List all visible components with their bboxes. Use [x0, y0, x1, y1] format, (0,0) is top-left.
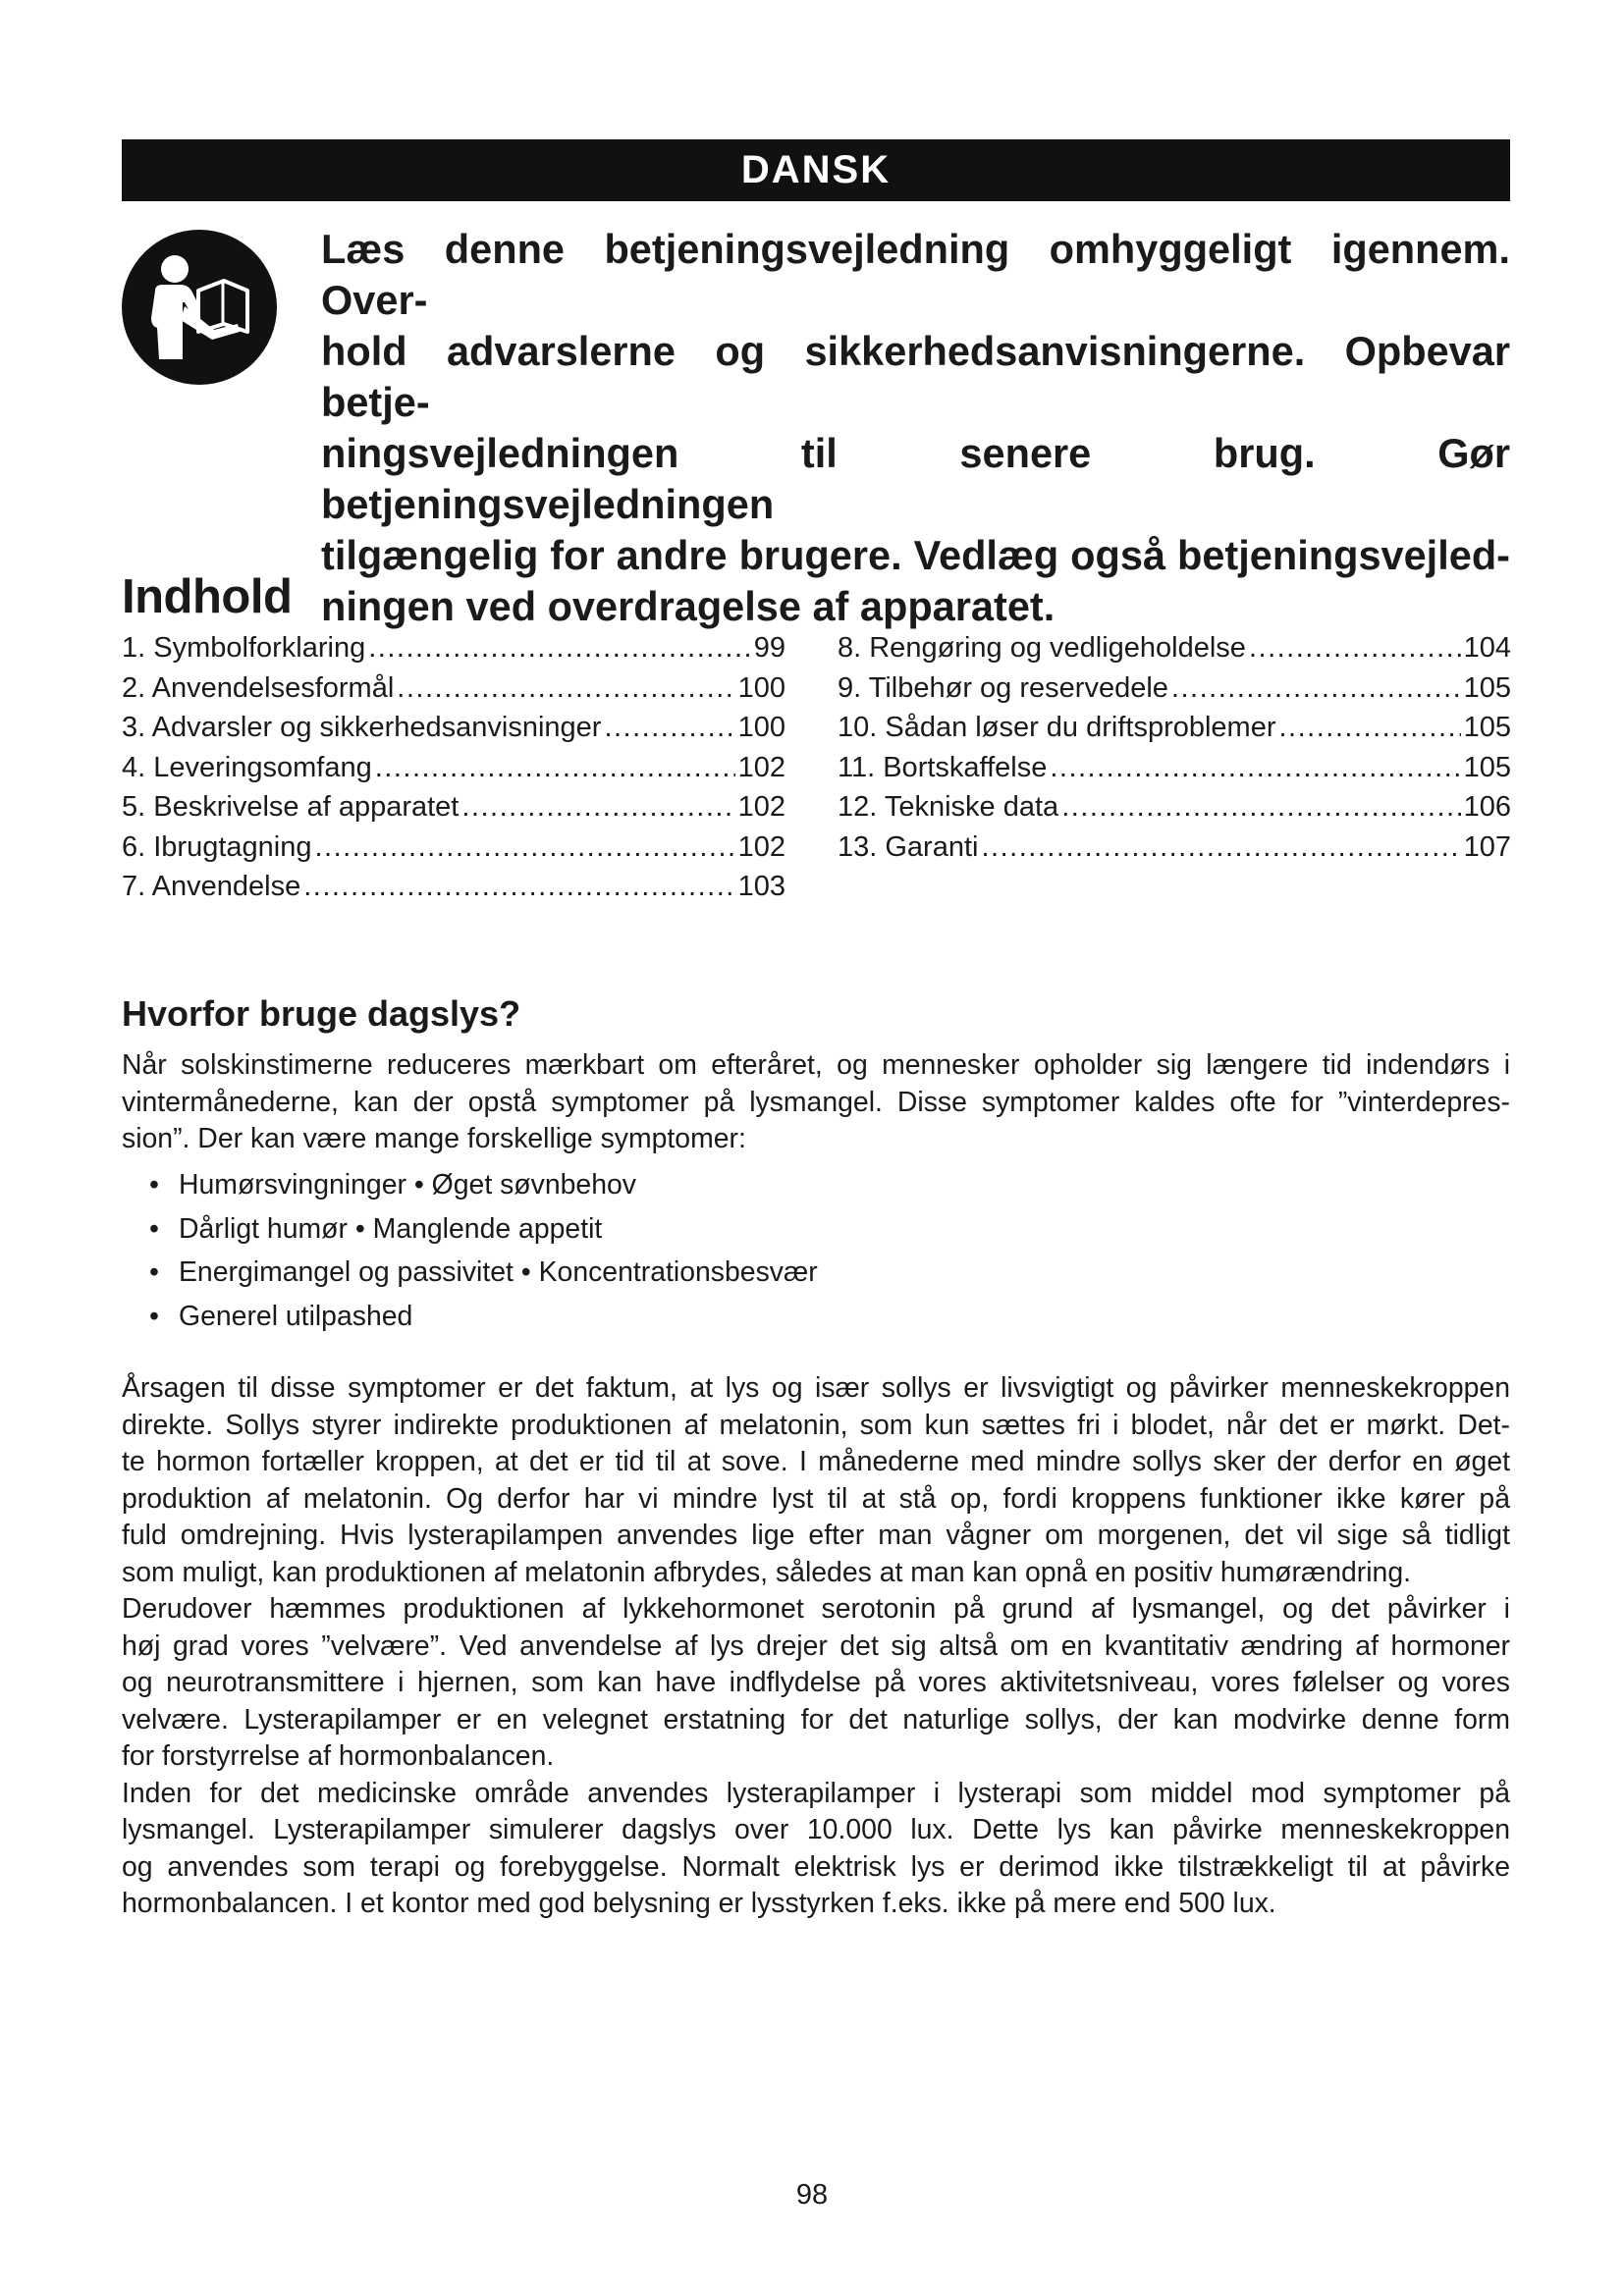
- toc-entry-label: 4. Leveringsomfang: [122, 751, 372, 783]
- intro-line: ningen ved overdragelse af apparatet.: [321, 583, 1056, 629]
- toc-entry[interactable]: [122, 867, 785, 907]
- toc-entry-label: 12. Tekniske data: [838, 791, 1059, 823]
- toc-entry-page: 105: [1463, 712, 1511, 743]
- toc-entry[interactable]: [122, 708, 785, 748]
- section-paragraph-1: [122, 1047, 1510, 1158]
- toc-entry[interactable]: [838, 628, 1511, 668]
- toc-entry-page: 99: [753, 632, 785, 664]
- intro-line: tilgængelig for andre brugere. Vedlæg også betjeningsvejled-: [321, 532, 1510, 578]
- paragraph-line: velvære. Lysterapilamper er en velegnet erstatning for det naturlige sollys, der kan modvirke denne form: [122, 1703, 1510, 1735]
- list-item: • Generel utilpashed: [122, 1295, 818, 1339]
- toc-entry-label: 5. Beskrivelse af apparatet: [122, 791, 460, 823]
- section-title: Hvorfor bruge dagslys?: [122, 993, 521, 1034]
- paragraph-line: sion”. Der kan være mange forskellige symptomer:: [122, 1123, 746, 1154]
- toc-right-column: [838, 628, 1511, 867]
- list-item: • Energimangel og passivitet • Koncentrationsbesvær: [122, 1251, 818, 1295]
- toc-entry-page: 102: [737, 830, 785, 863]
- paragraph-line: fuld omdrejning. Hvis lysterapilampen anvendes lige efter man vågner om morgenen, det vil sige så tidligt: [122, 1520, 1510, 1551]
- list-item: • Dårligt humør • Manglende appetit: [122, 1207, 818, 1252]
- toc-leader: [303, 867, 734, 907]
- safety-intro: [321, 224, 1510, 632]
- toc-leader: [1171, 668, 1461, 709]
- toc-entry-label: 9. Tilbehør og reservedele: [838, 671, 1168, 704]
- paragraph-line: høj grad vores ”velvære”. Ved anvendelse af lys drejer det sig altså om en kvantitativ ændring af hormoner: [122, 1629, 1510, 1662]
- toc-entry-label: 1. Symbolforklaring: [122, 632, 366, 664]
- language-label: DANSK: [740, 148, 892, 191]
- toc-leader: [397, 668, 734, 709]
- paragraph-line: te hormon fortæller kroppen, at det er tid til at sove. I månederne med mindre sollys sker der derfor en øget: [122, 1446, 1510, 1477]
- paragraph-line: Når solskinstimerne reduceres mærkbart om efteråret, og mennesker opholder sig længere tid indendørs i: [122, 1049, 1510, 1081]
- toc-entry[interactable]: [122, 828, 785, 868]
- toc-entry-page: 100: [737, 712, 785, 743]
- toc-entry[interactable]: [122, 628, 785, 668]
- toc-entry-page: 104: [1463, 632, 1511, 664]
- toc-entry-label: 6. Ibrugtagning: [122, 830, 312, 863]
- paragraph-line: Derudover hæmmes produktionen af lykkehormonet serotonin på grund af lysmangel, og det påvirker i: [122, 1593, 1510, 1625]
- toc-entry[interactable]: [838, 668, 1511, 709]
- toc-title: Indhold: [122, 570, 293, 623]
- toc-entry[interactable]: [122, 748, 785, 788]
- toc-entry-label: 13. Garanti: [838, 830, 979, 863]
- toc-entry[interactable]: [838, 828, 1511, 868]
- toc-entry[interactable]: [122, 787, 785, 828]
- toc-entry-page: 105: [1463, 751, 1511, 783]
- toc-entry-label: 10. Sådan løser du driftsproblemer: [838, 712, 1276, 743]
- toc-entry-page: 105: [1463, 671, 1511, 704]
- toc-leader: [981, 828, 1460, 868]
- section-paragraph-2: [122, 1370, 1510, 1923]
- paragraph-line: direkte. Sollys styrer indirekte produktionen af melatonin, som kun sættes fri i blodet, når det er mørkt. Det-: [122, 1409, 1510, 1441]
- toc-entry-label: 2. Anvendelsesformål: [122, 671, 395, 704]
- paragraph-line: produktion af melatonin. Og derfor har vi mindre lyst til at stå op, fordi kroppens funktioner ikke kører på: [122, 1482, 1510, 1515]
- toc-entry-label: 7. Anvendelse: [122, 871, 301, 902]
- paragraph-line: hormonbalancen. I et kontor med god belysning er lysstyrken f.eks. ikke på mere end 500 lux.: [122, 1888, 1276, 1919]
- toc-leader: [1249, 628, 1461, 668]
- toc-leader: [368, 628, 751, 668]
- intro-line: Læs denne betjeningsvejledning omhyggeligt igennem. Over-: [321, 226, 1510, 323]
- paragraph-line: og anvendes som terapi og forebyggelse. Normalt elektrisk lys er derimod ikke tilstrækkeligt til at påvirke: [122, 1850, 1510, 1883]
- language-banner: [122, 139, 1510, 201]
- paragraph-line: Inden for det medicinske område anvendes lysterapilamper i lysterapi som middel mod symptomer på: [122, 1777, 1510, 1809]
- page-number: 98: [795, 2179, 829, 2211]
- toc-leader: [461, 787, 734, 828]
- toc-leader: [1050, 748, 1460, 788]
- paragraph-line: for forstyrrelse af hormonbalancen.: [122, 1740, 555, 1772]
- toc-entry[interactable]: [838, 787, 1511, 828]
- symptom-list: [122, 1163, 818, 1338]
- read-manual-icon: [122, 230, 277, 385]
- paragraph-line: vintermånederne, kan der opstå symptomer på lysmangel. Disse symptomer kaldes ofte for ”vinterdepres-: [122, 1086, 1510, 1118]
- toc-entry-page: 106: [1463, 791, 1511, 823]
- toc-entry-page: 102: [737, 751, 785, 783]
- paragraph-line: lysmangel. Lysterapilamper simulerer dagslys over 10.000 lux. Dette lys kan påvirke menneskekroppen: [122, 1814, 1510, 1845]
- intro-line: ningsvejledningen til senere brug. Gør betjeningsvejledningen: [321, 430, 1510, 527]
- list-item: • Humørsvingninger • Øget søvnbehov: [122, 1163, 818, 1207]
- toc-entry-label: 11. Bortskaffelse: [838, 751, 1048, 783]
- paragraph-line: Årsagen til disse symptomer er det faktum, at lys og især sollys er livsvigtigt og påvirker menneskekroppen: [122, 1372, 1510, 1404]
- toc-entry-page: 103: [737, 871, 785, 902]
- toc-left-column: [122, 628, 785, 907]
- toc-entry[interactable]: [122, 668, 785, 709]
- toc-leader: [604, 708, 734, 748]
- toc-leader: [375, 748, 735, 788]
- toc-entry[interactable]: [838, 708, 1511, 748]
- paragraph-line: som muligt, kan produktionen af melatonin afbrydes, således at man kan opnå en positiv humørændring.: [122, 1556, 1411, 1588]
- toc-entry[interactable]: [838, 748, 1511, 788]
- toc-leader: [1279, 708, 1461, 748]
- intro-line: hold advarslerne og sikkerhedsanvisningerne. Opbevar betje-: [321, 328, 1510, 425]
- toc-entry-page: 102: [737, 791, 785, 823]
- toc-leader: [314, 828, 734, 868]
- toc-leader: [1061, 787, 1460, 828]
- toc-entry-page: 100: [737, 671, 785, 704]
- paragraph-line: og neurotransmittere i hjernen, som kan have indflydelse på vores aktivitetsniveau, vores følelser og vores: [122, 1667, 1510, 1698]
- toc-entry-label: 8. Rengøring og vedligeholdelse: [838, 632, 1246, 664]
- toc-entry-page: 107: [1463, 830, 1511, 863]
- toc-entry-label: 3. Advarsler og sikkerhedsanvisninger: [122, 712, 602, 743]
